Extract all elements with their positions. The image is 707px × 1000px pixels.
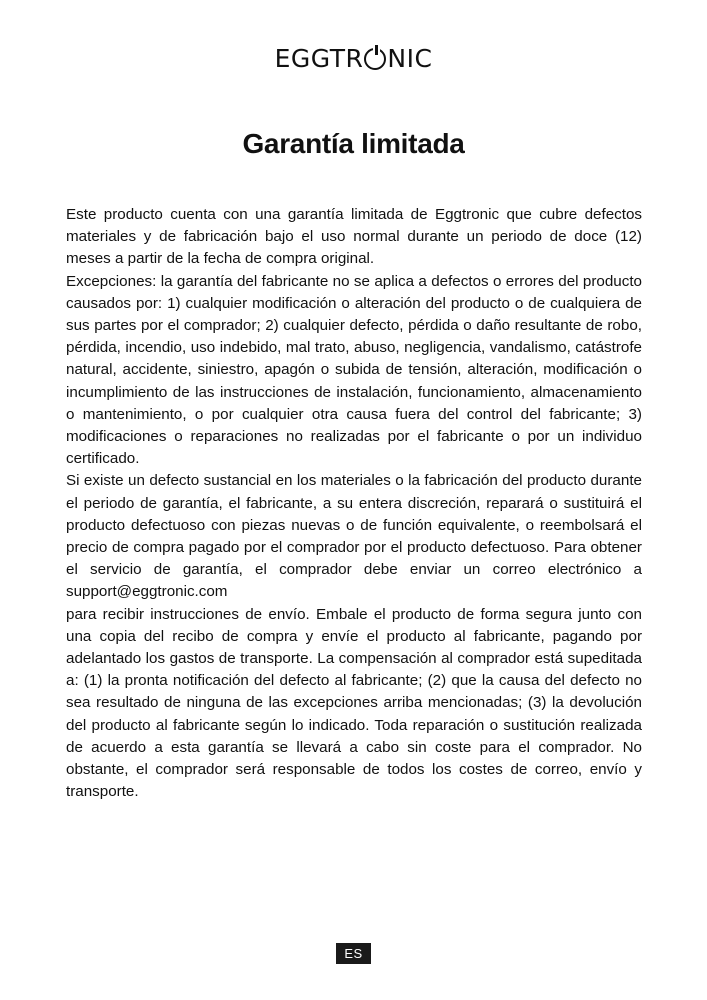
paragraph-exceptions: Excepciones: la garantía del fabricante no se aplica a defectos o errores del producto causados por: 1) cualquier modificación o alteración del producto o de cualquiera de sus partes por el comprador; 2) cualquier defecto, pérdida o daño resultante de robo, pérdida, incendio, uso indebido, mal trato, abuso, negligencia, vandalismo, catástrofe natural, accidente, siniestro, apagón o subida de tensión, alteración, modificación o incumplimiento de las instrucciones de instalación, funcionamiento, almacenamiento o mantenimiento, o por cualquier otra causa fuera del control del fabricante; 3) modificaciones o reparaciones no realizadas por el fabricante o por un individuo certificado. (66, 272, 642, 468)
page-title: Garantía limitada (242, 128, 465, 159)
power-o-icon (364, 48, 386, 70)
warranty-text (66, 204, 642, 803)
paragraph-remedy: Si existe un defecto sustancial en los materiales o la fabricación del producto durante el periodo de garantía, el fabricante, a su entera discreción, reparará o sustituirá el producto defectuoso con piezas nuevas o de función equivalente, o reembolsará el precio de compra pagado por el comprador por el producto defectuoso. Para obtener el servicio de garantía, el comprador debe enviar un correo electrónico a support@eggtronic.com (66, 472, 642, 601)
brand-logo-text-start: EGGTR (274, 44, 364, 73)
brand-logo-text-end: NIC (387, 44, 433, 73)
paragraph-shipping: para recibir instrucciones de envío. Embale el producto de forma segura junto con una copia del recibo de compra y envíe el producto al fabricante, pagando por adelantado los gastos de transporte. La compensación al comprador está supeditada a: (1) la pronta notificación del defecto al fabricante; (2) que la causa del defecto no sea resultado de ninguna de las excepciones arriba mencionadas; (3) la devolución del producto al fabricante según lo indicado. Toda reparación o sustitución realizada de acuerdo a esta garantía se llevará a cabo sin coste para el comprador. No obstante, el comprador será responsable de todos los costes de correo, envío y transporte. (66, 605, 642, 801)
language-badge: ES (336, 943, 371, 964)
paragraph-coverage: Este producto cuenta con una garantía limitada de Eggtronic que cubre defectos materiales y de fabricación bajo el uso normal durante un periodo de doce (12) meses a partir de la fecha de compra original. (66, 206, 642, 268)
brand-logo (0, 44, 707, 74)
